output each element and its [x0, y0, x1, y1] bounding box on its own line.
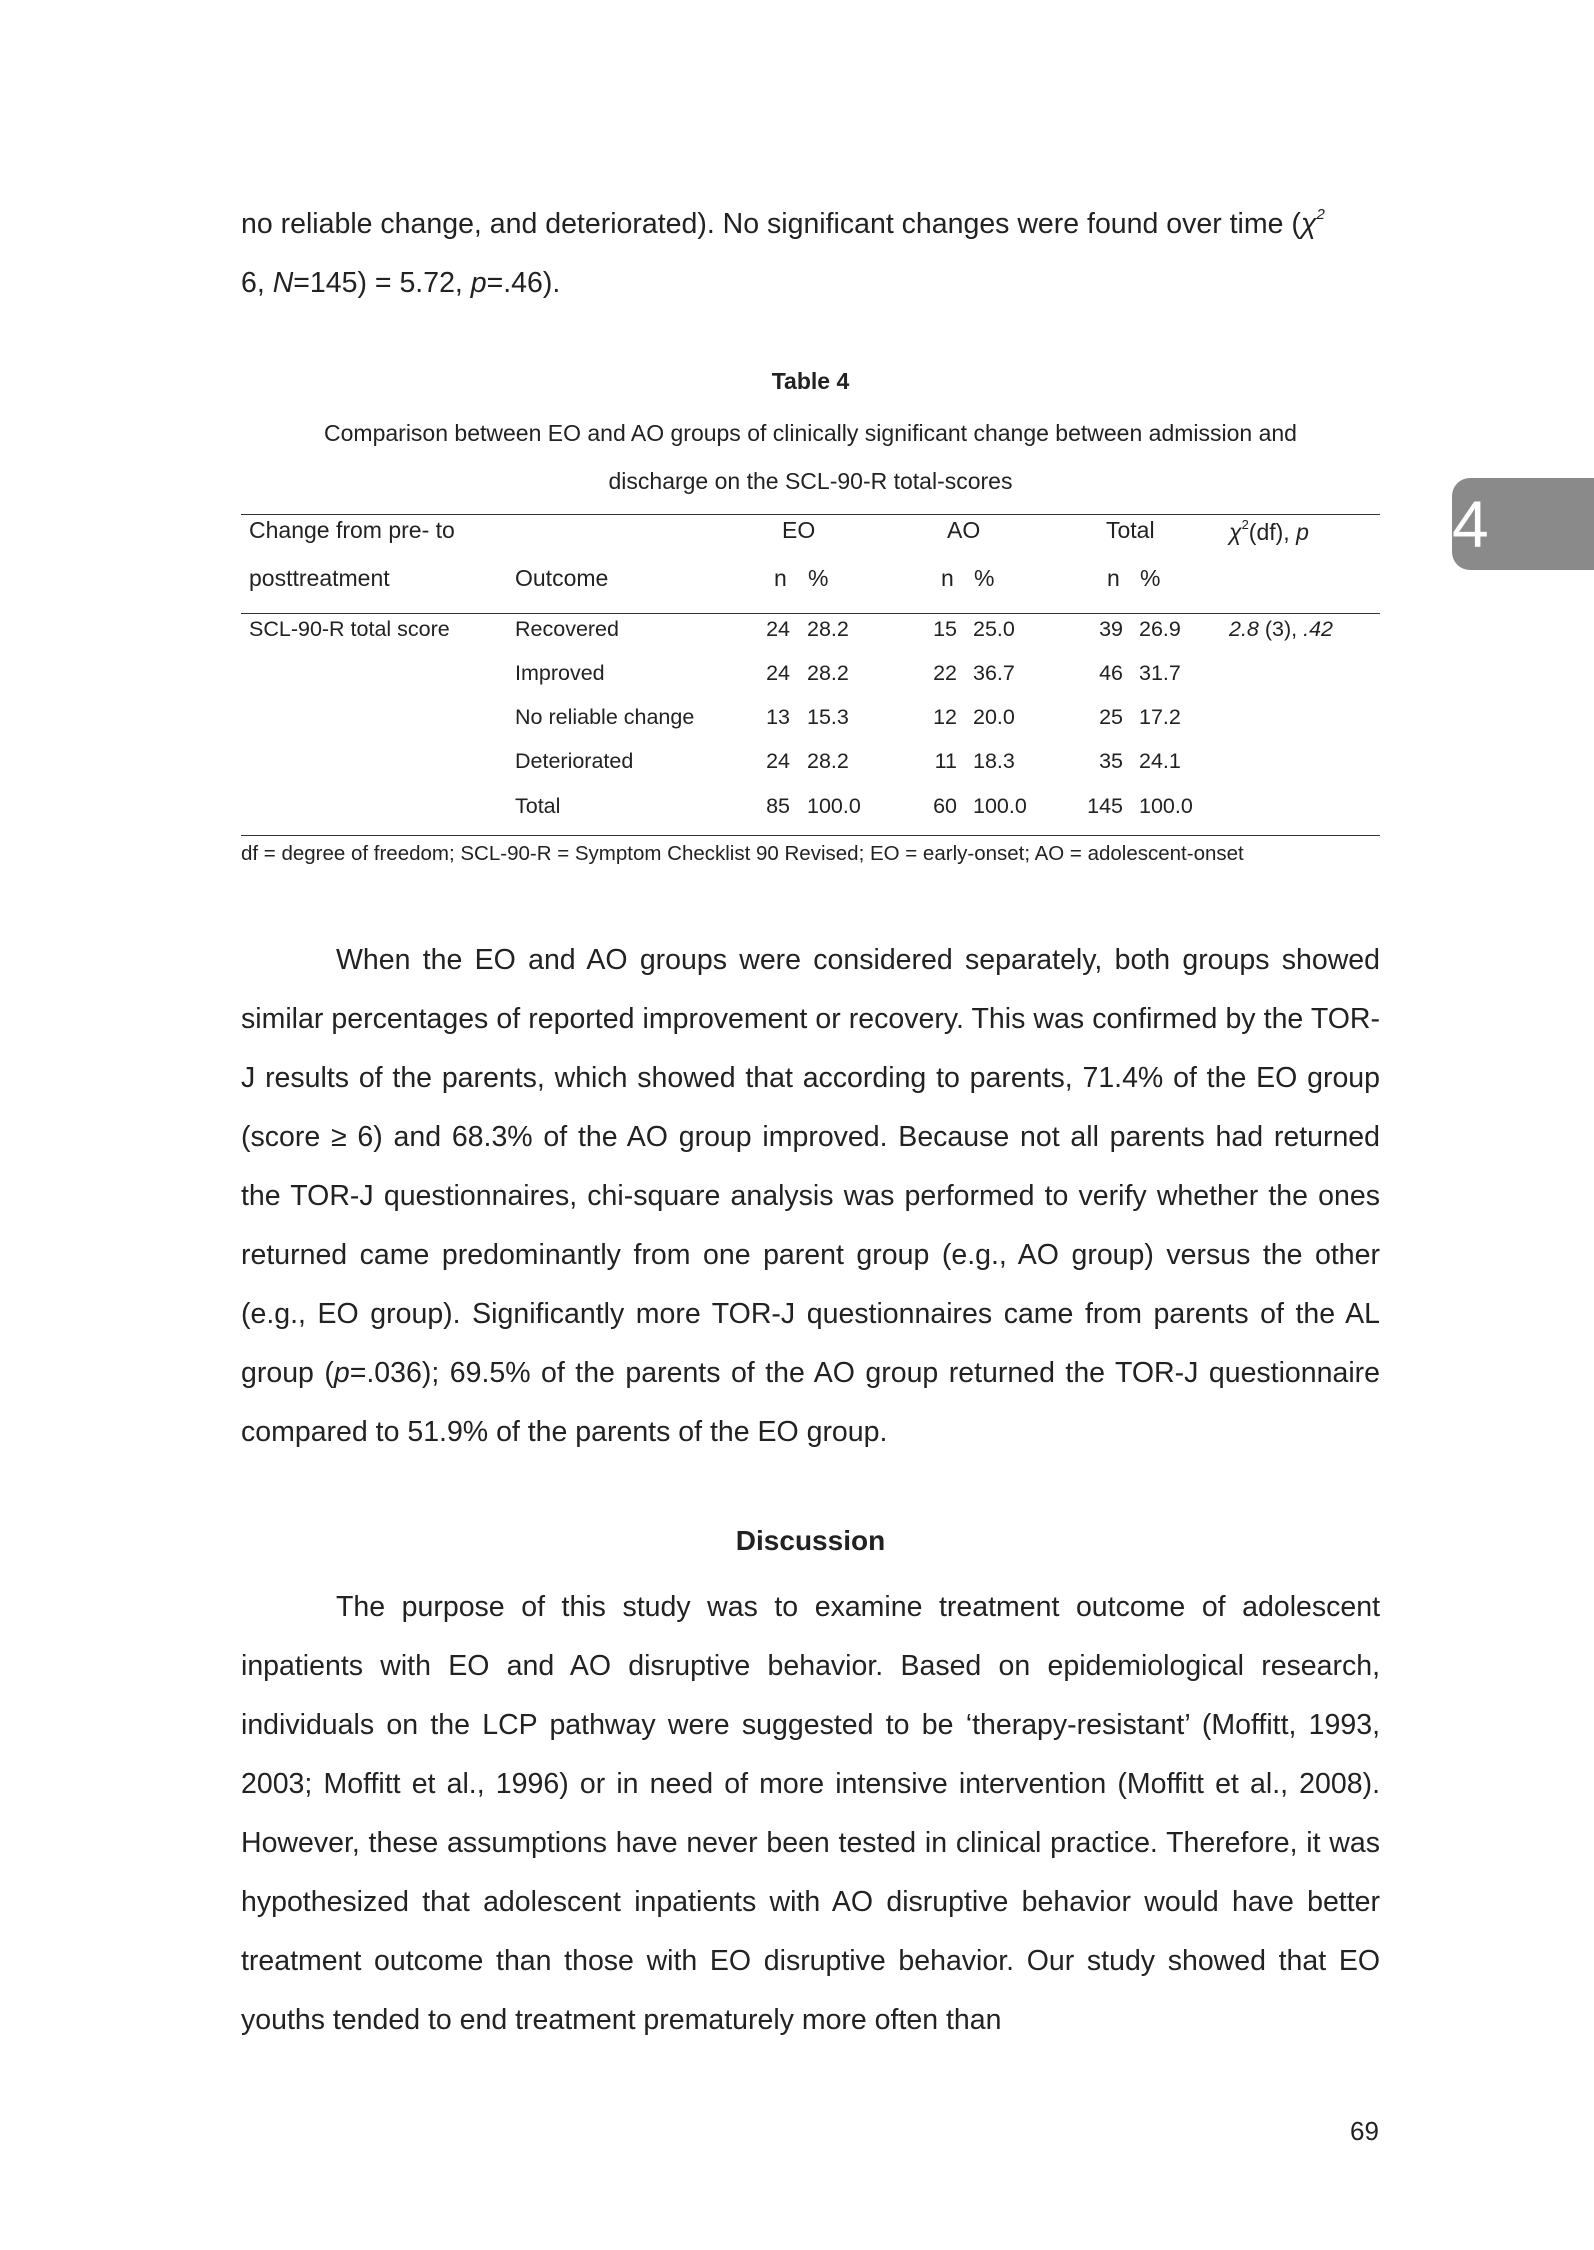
- header-eo-n: n: [774, 565, 787, 591]
- table-cell-eo-pct: 15.3: [807, 705, 849, 729]
- table-cell-ao-n: 60: [933, 794, 957, 818]
- table-cell-tot-n: 39: [1099, 617, 1123, 641]
- table-cell-tot-n: 46: [1099, 661, 1123, 685]
- table-cell-eo-pct: 100.0: [807, 794, 861, 818]
- table-cell-ao-n: 22: [933, 661, 957, 685]
- table-cell-tot-pct: 100.0: [1139, 794, 1193, 818]
- header-eo: EO: [782, 517, 816, 543]
- header-posttreatment: posttreatment: [249, 565, 390, 591]
- chi-symbol: χ: [1300, 208, 1317, 240]
- table-cell-eo-n: 24: [766, 661, 790, 685]
- header-tot-pct: %: [1140, 565, 1161, 591]
- header-ao: AO: [947, 517, 981, 543]
- table-cell-eo-pct: 28.2: [807, 617, 849, 641]
- table-note: df = degree of freedom; SCL-90-R = Symptom Checklist 90 Revised; EO = early-onset; AO = adolescent-onset: [241, 842, 1244, 865]
- intro-text: =145) = 5.72,: [293, 267, 471, 299]
- chi-superscript: 2: [1316, 206, 1325, 223]
- chapter-number: 4: [1452, 487, 1489, 561]
- intro-text: =.46).: [486, 267, 561, 299]
- table-cell-ao-pct: 36.7: [973, 661, 1015, 685]
- page-number: 69: [1350, 2116, 1379, 2146]
- table-cell-tot-n: 145: [1087, 794, 1123, 818]
- header-ao-pct: %: [974, 565, 995, 591]
- table-cell-eo-n: 24: [766, 749, 790, 773]
- table-bottom-rule: [241, 835, 1380, 836]
- chi-superscript: 2: [1241, 517, 1249, 532]
- table-cell-outcome: No reliable change: [515, 705, 695, 729]
- table-cell-outcome: Improved: [515, 661, 605, 685]
- table-cell-outcome: Total: [515, 794, 561, 818]
- intro-text: 6,: [241, 267, 273, 299]
- table-caption: Comparison between EO and AO groups of clinically significant change between admission and discharge on the SCL-90-R total-scores: [324, 420, 1297, 494]
- table-cell-ao-pct: 20.0: [973, 705, 1015, 729]
- chapter-tab: [1452, 478, 1594, 570]
- discussion-heading: Discussion: [735, 1525, 886, 1556]
- results-text: =.036); 69.5% of the parents of the AO group returned the TOR-J questionnaire compared to 51.9% of the parents of the EO group.: [241, 1357, 1380, 1448]
- header-ao-n: n: [941, 565, 954, 591]
- table-cell-ao-n: 12: [933, 705, 957, 729]
- table-cell-eo-pct: 28.2: [807, 661, 849, 685]
- table-top-rule: [241, 514, 1380, 515]
- table-cell-ao-pct: 100.0: [973, 794, 1027, 818]
- header-total: Total: [1106, 517, 1155, 543]
- discussion-paragraph: The purpose of this study was to examine treatment outcome of adolescent inpatients with EO and AO disruptive behavior. Based on epidemiological research, individuals on the LCP pathway were suggested to be ‘therapy-resistant’ (Moffitt, 1993, 2003; Moffitt et al., 1996) or in need of more intensive intervention (Moffitt et al., 2008). However, these assumptions have never been tested in clinical practice. Therefore, it was hypothesized that adolescent inpatients with AO disruptive behavior would have better treatment outcome than those with EO disruptive behavior. Our study showed that EO youths tended to end treatment prematurely more often than: [241, 1591, 1380, 2036]
- stat-value: [1229, 617, 1333, 642]
- table-cell-ao-pct: 18.3: [973, 749, 1015, 773]
- results-paragraph: [241, 931, 1380, 1462]
- header-outcome: Outcome: [515, 565, 609, 591]
- chi-p: p: [1296, 519, 1309, 545]
- table-cell-tot-pct: 17.2: [1139, 705, 1181, 729]
- table-cell-outcome: Deteriorated: [515, 749, 634, 773]
- intro-n: N: [272, 267, 294, 299]
- results-p: p: [333, 1357, 350, 1389]
- table-cell-eo-n: 85: [766, 794, 790, 818]
- table-cell-tot-pct: 24.1: [1139, 749, 1181, 773]
- table-cell-tot-pct: 31.7: [1139, 661, 1181, 685]
- table-cell-eo-n: 13: [766, 705, 790, 729]
- header-change: Change from pre- to: [249, 517, 455, 543]
- header-eo-pct: %: [808, 565, 829, 591]
- intro-paragraph: [241, 185, 1380, 313]
- measure-label: SCL-90-R total score: [249, 617, 450, 641]
- table-cell-ao-n: 15: [933, 617, 957, 641]
- table-cell-eo-pct: 28.2: [807, 749, 849, 773]
- table-cell-outcome: Recovered: [515, 617, 619, 641]
- table-cell-tot-n: 35: [1099, 749, 1123, 773]
- chi-df: (df),: [1248, 519, 1297, 545]
- stat-chi: 2.8: [1229, 617, 1259, 641]
- table-header-rule: [241, 613, 1380, 614]
- table-title: Table 4: [771, 368, 850, 394]
- table-cell-ao-n: 11: [934, 749, 957, 773]
- table-cell-ao-pct: 25.0: [973, 617, 1015, 641]
- header-tot-n: n: [1107, 565, 1120, 591]
- intro-text: no reliable change, and deteriorated). No significant changes were found over time (: [241, 208, 1301, 240]
- chi-symbol: χ: [1229, 519, 1242, 545]
- results-text: When the EO and AO groups were considered separately, both groups showed similar percentages of reported improvement or recovery. This was confirmed by the TOR-J results of the parents, which showed that according to parents, 71.4% of the EO group (score ≥ 6) and 68.3% of the AO group improved. Because not all parents had returned the TOR-J questionnaires, chi-square analysis was performed to verify whether the ones returned came predominantly from one parent group (e.g., AO group) versus the other (e.g., EO group). Significantly more TOR-J questionnaires came from parents of the AL group (: [241, 944, 1380, 1389]
- header-chi: [1229, 517, 1309, 546]
- table-cell-eo-n: 24: [766, 617, 790, 641]
- table-cell-tot-pct: 26.9: [1139, 617, 1181, 641]
- intro-p: p: [470, 267, 487, 299]
- stat-p: .42: [1303, 617, 1333, 641]
- table-cell-tot-n: 25: [1099, 705, 1123, 729]
- stat-df: (3),: [1258, 617, 1304, 641]
